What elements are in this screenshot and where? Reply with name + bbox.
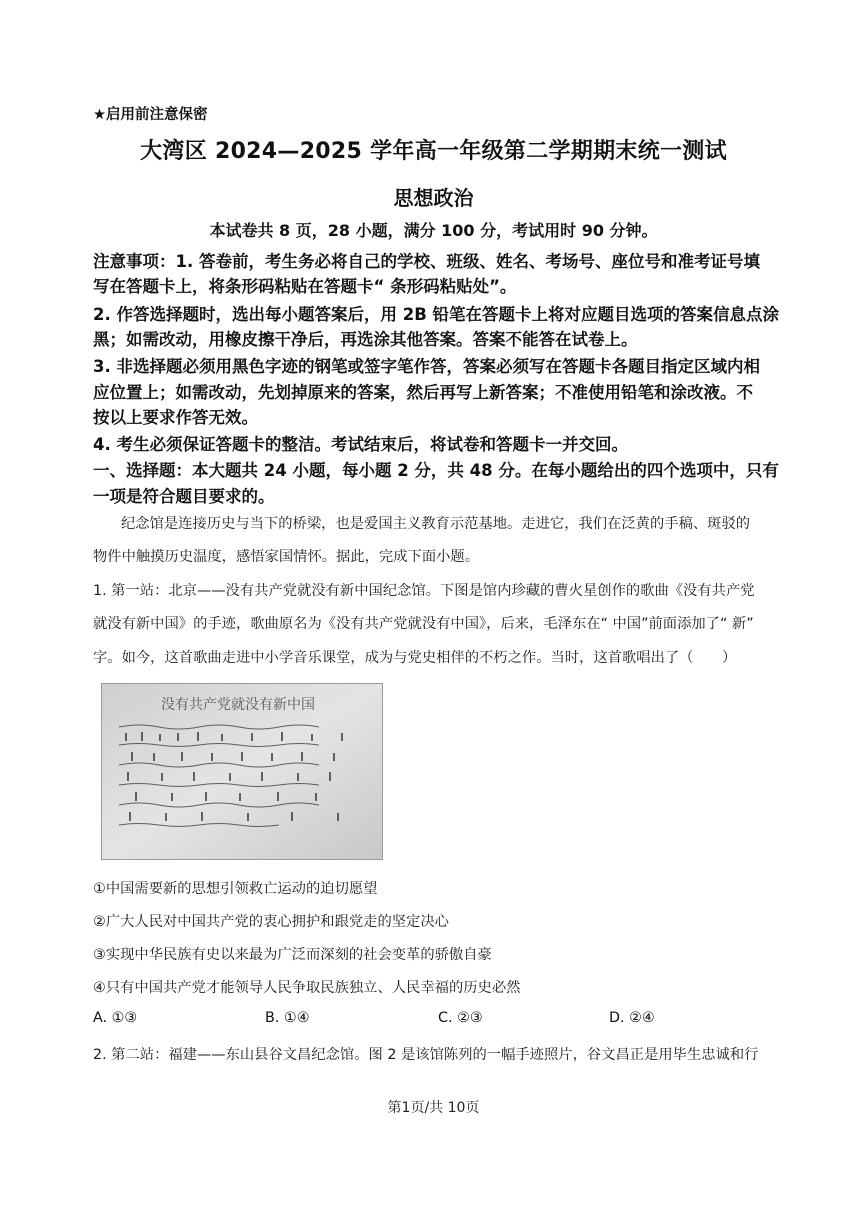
- section-heading: 一、选择题：本大题共 24 小题，每小题 2 分，共 48 分。在每小题给出的四个选项中，只有: [93, 461, 779, 480]
- exam-title: 大湾区 2024—2025 学年高一年级第二学期期末统一测试: [140, 139, 727, 164]
- statement-2: ②广大人民对中国共产党的衷心拥护和跟党走的坚定决心: [93, 914, 449, 930]
- notes-line: 4. 考生必须保证答题卡的整洁。考试结束后，将试卷和答题卡一并交回。: [93, 435, 628, 454]
- option-a[interactable]: A. ①③: [93, 1010, 138, 1026]
- option-c[interactable]: C. ②③: [438, 1010, 483, 1026]
- notes-line: 黑；如需改动，用橡皮擦干净后，再选涂其他答案。答案不能答在试卷上。: [93, 330, 638, 349]
- statement-1: ①中国需要新的思想引领救亡运动的迫切愿望: [93, 881, 378, 897]
- notes-line: 写在答题卡上，将条形码粘贴在答题卡“ 条形码粘贴处”。: [93, 277, 517, 296]
- manuscript-photo: [101, 683, 383, 860]
- exam-info: 本试卷共 8 页，28 小题，满分 100 分，考试用时 90 分钟。: [209, 221, 658, 240]
- statement-3: ③实现中华民族有史以来最为广泛而深刻的社会变革的骄傲自豪: [93, 947, 492, 963]
- notes-line: 应位置上；如需改动，先划掉原来的答案，然后再写上新答案；不准使用铅笔和涂改液。不: [93, 383, 753, 402]
- notes-line: 按以上要求作答无效。: [93, 408, 258, 427]
- page-number: 第1页/共 10页: [387, 1100, 480, 1116]
- confidential-notice: ★启用前注意保密: [93, 107, 208, 123]
- intro-text: 纪念馆是连接历史与当下的桥梁，也是爱国主义教育示范基地。走进它，我们在泛黄的手稿、斑驳的: [121, 516, 751, 532]
- statement-4: ④只有中国共产党才能领导人民争取民族独立、人民幸福的历史必然: [93, 980, 521, 996]
- manuscript-heading: 没有共产党就没有新中国: [161, 697, 315, 713]
- question-1-stem: 就没有新中国》的手迹，歌曲原名为《没有共产党就没有中国》，后来，毛泽东在“ 中国”前面添加了“ 新”: [93, 616, 754, 632]
- question-1-stem: 字。如今，这首歌曲走进中小学音乐课堂，成为与党史相伴的不朽之作。当时，这首歌唱出了（ ）: [93, 650, 737, 666]
- notes-line: 3. 非选择题必须用黑色字迹的钢笔或签字笔作答，答案必须写在答题卡各题目指定区域内相: [93, 357, 760, 376]
- option-b[interactable]: B. ①④: [265, 1010, 310, 1026]
- intro-text: 物件中触摸历史温度，感悟家国情怀。据此，完成下面小题。: [93, 549, 480, 565]
- option-d[interactable]: D. ②④: [609, 1010, 655, 1026]
- manuscript-image: [101, 683, 383, 860]
- question-1-stem: 1. 第一站：北京——没有共产党就没有新中国纪念馆。下图是馆内珍藏的曹火星创作的歌曲《没有共产党: [93, 583, 755, 599]
- subject-title: 思想政治: [393, 186, 474, 210]
- section-heading: 一项是符合题目要求的。: [93, 487, 275, 506]
- notes-line: 注意事项：1. 答卷前，考生务必将自己的学校、班级、姓名、考场号、座位号和准考证号填: [93, 252, 760, 271]
- notes-line: 2. 作答选择题时，选出每小题答案后，用 2B 铅笔在答题卡上将对应题目选项的答案信息点涂: [93, 305, 780, 324]
- question-2-stem: 2. 第二站：福建——东山县谷文昌纪念馆。图 2 是该馆陈列的一幅手迹照片，谷文昌正是用毕生忠诚和行: [93, 1047, 759, 1063]
